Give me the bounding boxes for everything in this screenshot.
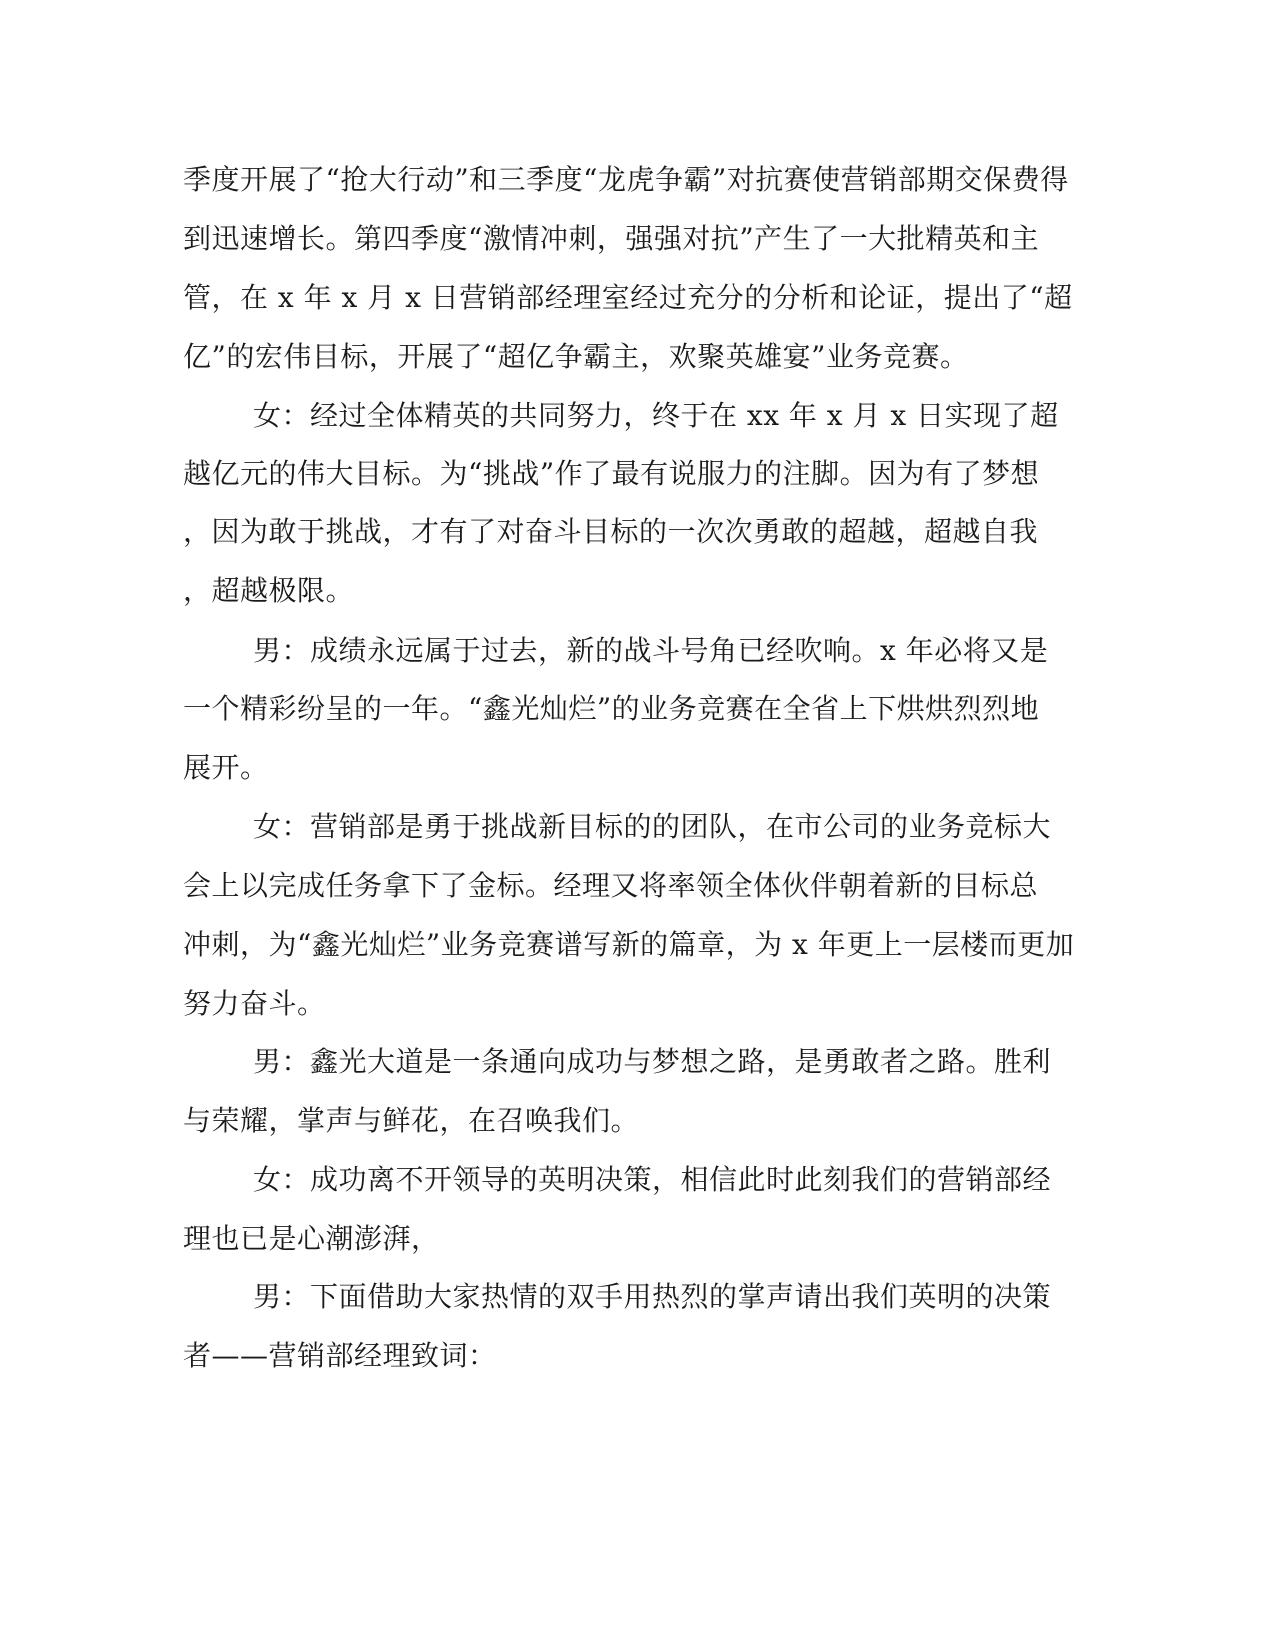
text-line: 到迅速增长。第四季度“激情冲刺，强强对抗”产生了一大批精英和主 (183, 222, 1040, 255)
text-line: 展开。 (183, 751, 269, 784)
paragraph-first-line: 男：下面借助大家热情的双手用热烈的掌声请出我们英明的决策 (253, 1280, 1052, 1313)
text-line: 理也已是心潮澎湃， (183, 1222, 440, 1255)
text-line: 冲刺，为“鑫光灿烂”业务竞赛谱写新的篇章，为 x 年更上一层楼而更加 (183, 928, 1075, 961)
text-line: 努力奋斗。 (183, 987, 326, 1020)
paragraph-first-line: 女：成功离不开领导的英明决策，相信此时此刻我们的营销部经 (253, 1163, 1052, 1196)
text-line: 会上以完成任务拿下了金标。经理又将率领全体伙伴朝着新的目标总 (183, 869, 1039, 902)
paragraph-first-line: 男：成绩永远属于过去，新的战斗号角已经吹响。x 年必将又是 (253, 634, 1049, 667)
text-line: 越亿元的伟大目标。为“挑战”作了最有说服力的注脚。因为有了梦想 (183, 457, 1040, 490)
text-line: 管，在 x 年 x 月 x 日营销部经理室经过充分的分析和论证，提出了“超 (183, 281, 1073, 314)
paragraph-first-line: 女：营销部是勇于挑战新目标的的团队，在市公司的业务竞标大 (253, 810, 1052, 843)
text-line: ，因为敢于挑战，才有了对奋斗目标的一次次勇敢的超越，超越自我 (183, 515, 1039, 548)
text-line: 者——营销部经理致词： (183, 1339, 497, 1372)
paragraph-first-line: 男：鑫光大道是一条通向成功与梦想之路，是勇敢者之路。胜利 (253, 1045, 1052, 1078)
text-line: 亿”的宏伟目标，开展了“超亿争霸主，欢聚英雄宴”业务竞赛。 (183, 340, 969, 373)
text-line: 季度开展了“抢大行动”和三季度“龙虎争霸”对抗赛使营销部期交保费得 (183, 163, 1069, 196)
text-line: 与荣耀，掌声与鲜花，在召唤我们。 (183, 1104, 640, 1137)
paragraph-first-line: 女：经过全体精英的共同努力，终于在 xx 年 x 月 x 日实现了超 (253, 399, 1059, 432)
text-line: ，超越极限。 (183, 574, 355, 607)
text-line: 一个精彩纷呈的一年。“鑫光灿烂”的业务竞赛在全省上下烘烘烈烈地 (183, 692, 1040, 725)
